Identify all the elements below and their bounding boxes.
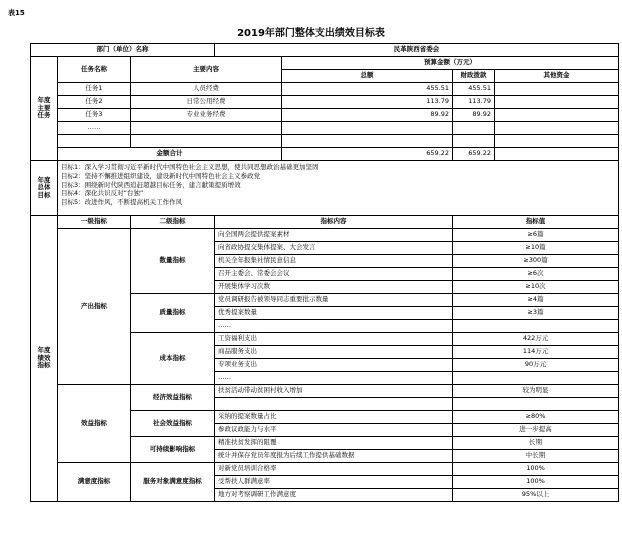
indicator-content-header: 指标内容	[215, 216, 453, 229]
indicator-content: 机关全年报集社情民意信息	[215, 255, 453, 268]
task-name: ……	[58, 122, 131, 135]
blank-cell	[282, 135, 453, 148]
level2-quality: 质量指标	[131, 294, 215, 333]
task-fiscal: 89.92	[453, 109, 495, 122]
goal-line: 目标3：围绕新时代陕西追赶超越目标任务，建言献策提质增效	[61, 180, 241, 189]
blank-cell	[58, 135, 131, 148]
blank-cell	[453, 135, 495, 148]
dept-label: 部门（单位）名称	[31, 44, 215, 57]
indicator-value: 中长期	[453, 450, 619, 463]
task-content: 专业业务经费	[131, 109, 282, 122]
indicator-content: 工资福利支出	[215, 333, 453, 346]
task-name-header: 任务名称	[58, 57, 131, 83]
task-content: 日常公用经费	[131, 96, 282, 109]
table-row	[31, 83, 619, 96]
sum-label: 金额合计	[58, 148, 282, 161]
indicator-content: 向全国两会提供提案素材	[215, 229, 453, 242]
indicator-content: 优秀提案数量	[215, 307, 453, 320]
indicator-content: 精准扶贫发挥的阻覆	[215, 437, 453, 450]
task-fiscal: 113.79	[453, 96, 495, 109]
table-row	[31, 463, 619, 476]
task-total: 89.92	[282, 109, 453, 122]
level2-cost: 成本指标	[131, 333, 215, 385]
table-row	[31, 135, 619, 148]
indicator-value: ≥80%	[453, 411, 619, 424]
level1-satisfaction: 满意度指标	[58, 463, 131, 502]
indicator-value-header: 指标值	[453, 216, 619, 229]
other-funds-header: 其他资金	[495, 70, 619, 83]
table-row	[31, 385, 619, 398]
performance-target-table	[30, 43, 619, 502]
level2-social: 社会效益指标	[131, 411, 215, 437]
indicator-value: 100%	[453, 476, 619, 489]
task-content: 人员经费	[131, 83, 282, 96]
indicator-value: ≥6篇	[453, 229, 619, 242]
indicator-value: 422万元	[453, 333, 619, 346]
indicator-value: 进一步提高	[453, 424, 619, 437]
page-title: 2019年部门整体支出绩效目标表	[237, 28, 385, 39]
indicator-value: ≥6次	[453, 268, 619, 281]
fiscal-header: 财政拨款	[453, 70, 495, 83]
task-total	[282, 122, 453, 135]
level2-quantity: 数量指标	[131, 229, 215, 294]
total-header: 总额	[282, 70, 453, 83]
indicator-content: ……	[215, 320, 453, 333]
task-name: 任务3	[58, 109, 131, 122]
blank-cell	[495, 135, 619, 148]
task-content	[131, 122, 282, 135]
section-performance-indicators: 年度绩效指标	[31, 216, 58, 502]
goal-line: 目标4：深化共识反对“台独”	[61, 189, 144, 198]
task-fiscal	[453, 122, 495, 135]
task-other	[495, 122, 619, 135]
indicator-content: ……	[215, 372, 453, 385]
task-total: 113.79	[282, 96, 453, 109]
indicator-value: ≥10次	[453, 281, 619, 294]
table-row	[31, 229, 619, 242]
indicator-value: 95%以上	[453, 489, 619, 502]
indicator-value: ≥10篇	[453, 242, 619, 255]
dept-value: 民革陕西省委会	[215, 44, 619, 57]
task-other	[495, 83, 619, 96]
budget-amount-header: 预算金额（万元）	[282, 57, 619, 70]
task-name: 任务1	[58, 83, 131, 96]
indicator-content: 商品服务支出	[215, 346, 453, 359]
indicator-value	[453, 372, 619, 385]
indicator-content: 受帮扶人群满意率	[215, 476, 453, 489]
table-row	[31, 109, 619, 122]
indicator-value: 90万元	[453, 359, 619, 372]
task-total: 455.51	[282, 83, 453, 96]
task-fiscal: 455.51	[453, 83, 495, 96]
indicator-value	[453, 320, 619, 333]
level1-header: 一级指标	[58, 216, 131, 229]
level2-sustainable: 可持续影响指标	[131, 437, 215, 463]
indicator-value	[453, 398, 619, 411]
task-other	[495, 96, 619, 109]
task-name: 任务2	[58, 96, 131, 109]
indicator-content: 扶贫活动带动贫困村收入增加	[215, 385, 453, 398]
indicator-value: ≥3篇	[453, 307, 619, 320]
indicator-value: 100%	[453, 463, 619, 476]
sum-other	[495, 148, 619, 161]
section-annual-tasks: 年度主要任务	[31, 57, 58, 161]
indicator-content: 采纳的提案数量占比	[215, 411, 453, 424]
sum-total: 659.22	[282, 148, 453, 161]
indicator-content: 向省政协提交集体提案、大会发言	[215, 242, 453, 255]
main-content-header: 主要内容	[131, 57, 282, 83]
level1-effect: 效益指标	[58, 385, 131, 463]
indicator-value: 114万元	[453, 346, 619, 359]
level2-header: 二级指标	[131, 216, 215, 229]
sum-fiscal: 659.22	[453, 148, 495, 161]
level2-economic: 经济效益指标	[131, 385, 215, 411]
table-row	[31, 96, 619, 109]
indicator-value: 长期	[453, 437, 619, 450]
level2-service-satisfaction: 服务对象满意度指标	[131, 463, 215, 502]
blank-cell	[131, 135, 282, 148]
indicator-value: ≥4篇	[453, 294, 619, 307]
goals-text	[58, 161, 619, 216]
indicator-content: 党员调研报告被领导同志重要批示数量	[215, 294, 453, 307]
task-other	[495, 109, 619, 122]
section-overall-goals: 年度总体目标	[31, 161, 58, 216]
indicator-content: 地方对考察调研工作满意度	[215, 489, 453, 502]
table-number: 表15	[8, 9, 25, 17]
table-row	[31, 122, 619, 135]
indicator-content: 专项业务支出	[215, 359, 453, 372]
sum-row	[31, 148, 619, 161]
goal-line: 目标5：改进作风，不断提高机关工作作风	[61, 198, 183, 207]
indicator-content	[215, 398, 453, 411]
indicator-content: 参政议政能力与水平	[215, 424, 453, 437]
indicator-content: 召开主委会、常委会会议	[215, 268, 453, 281]
indicator-content: 开展集体学习次数	[215, 281, 453, 294]
indicator-value: 较为明显	[453, 385, 619, 398]
level1-output: 产出指标	[58, 229, 131, 385]
goal-line: 目标1：深入学习贯彻习近平新时代中国特色社会主义思想，使共同思想政治基础更加坚固	[61, 163, 319, 171]
indicator-value: ≥300篇	[453, 255, 619, 268]
goal-line: 目标2：坚持不懈推进组织建设，建设新时代中国特色社会主义参政党	[61, 171, 261, 180]
indicator-content: 对新党员培训合格率	[215, 463, 453, 476]
indicator-content: 统计并保存党员年度报为后续工作提供基础数据	[215, 450, 453, 463]
